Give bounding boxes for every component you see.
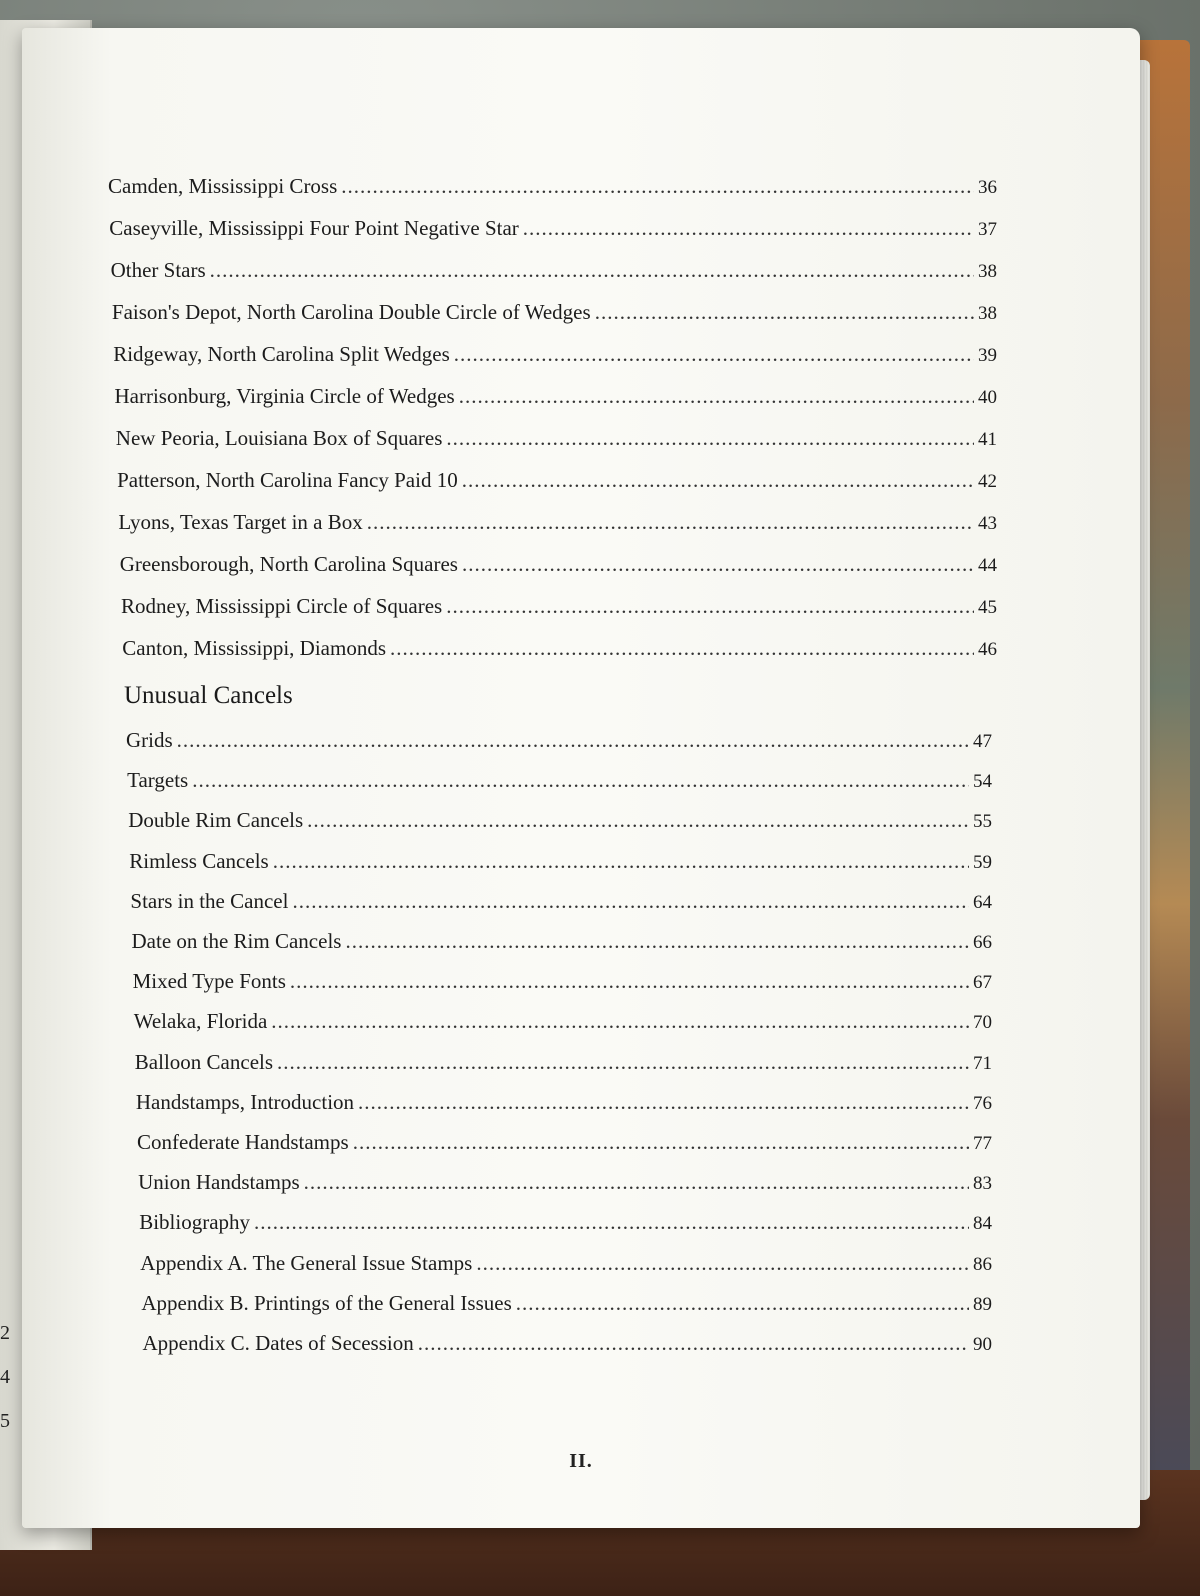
toc-entry-title: Canton, Mississippi, Diamonds <box>122 636 386 660</box>
toc-leader-dots <box>341 174 974 199</box>
toc-entry-page: 41 <box>977 429 997 450</box>
toc-entry-page: 67 <box>972 972 992 994</box>
toc-leader-dots <box>177 728 969 753</box>
toc-entry-page: 86 <box>972 1253 992 1275</box>
toc-leader-dots <box>446 426 974 451</box>
toc-entry-page: 40 <box>978 387 997 408</box>
book-page <box>22 28 1140 1528</box>
toc-entry-title: Rimless Cancels <box>129 848 269 873</box>
toc-entry-page: 42 <box>977 471 997 492</box>
toc-entry-page: 43 <box>977 513 997 534</box>
toc-entry-page: 38 <box>977 303 997 324</box>
toc-entry-title: Balloon Cancels <box>134 1049 274 1074</box>
toc-entry-page: 38 <box>977 261 997 282</box>
toc-entry <box>129 849 992 874</box>
toc-entry-page: 83 <box>972 1173 992 1195</box>
toc-entry-page: 55 <box>972 811 992 833</box>
toc-entry-title: Handstamps, Introduction <box>135 1089 355 1114</box>
toc-entry-page: 77 <box>973 1133 992 1154</box>
toc-entry-title: Appendix C. Dates of Secession <box>142 1331 414 1355</box>
toc-entry-title: Confederate Handstamps <box>137 1130 349 1154</box>
toc-entry-page: 89 <box>972 1293 992 1315</box>
toc-leader-dots <box>358 1090 969 1115</box>
toc-leader-dots <box>254 1210 969 1235</box>
toc-leader-dots <box>462 552 974 577</box>
toc-entry-page: 36 <box>978 177 997 198</box>
toc-entry <box>122 636 997 661</box>
toc-leader-dots <box>307 808 969 833</box>
toc-entry-title: Mixed Type Fonts <box>132 969 286 994</box>
toc-entry-title: Lyons, Texas Target in a Box <box>118 510 363 534</box>
toc-entry <box>134 1009 992 1034</box>
toc-entry <box>109 216 997 241</box>
toc-entry-page: 45 <box>978 597 997 618</box>
toc-entry <box>115 384 998 409</box>
section-heading: Unusual Cancels <box>124 682 293 709</box>
page-folio: II. <box>569 1450 593 1472</box>
toc-entry-title: Date on the Rim Cancels <box>131 929 342 953</box>
toc-leader-dots <box>290 969 969 994</box>
toc-entry-title: Caseyville, Mississippi Four Point Negative Star <box>109 216 519 240</box>
table-of-contents <box>22 28 1140 1528</box>
toc-leader-dots <box>516 1291 969 1316</box>
toc-leader-dots <box>595 300 974 325</box>
toc-entry <box>138 1170 992 1195</box>
left-page-number: 4 <box>0 1366 10 1388</box>
left-page-number: 2 <box>0 1322 10 1344</box>
toc-entry <box>143 1331 993 1356</box>
toc-entry-page: 46 <box>977 639 997 660</box>
toc-entry-title: Grids <box>126 728 173 752</box>
toc-entry-title: Rodney, Mississippi Circle of Squares <box>121 594 443 618</box>
toc-entry-title: Appendix A. The General Issue Stamps <box>140 1250 473 1275</box>
toc-entry <box>111 258 997 283</box>
toc-entry <box>126 728 992 753</box>
toc-entry <box>121 594 997 619</box>
toc-leader-dots <box>271 1009 969 1034</box>
toc-entry-title: Double Rim Cancels <box>128 808 304 833</box>
toc-leader-dots <box>476 1251 969 1276</box>
toc-entry-page: 66 <box>973 932 992 953</box>
toc-entry <box>140 1251 992 1276</box>
toc-entry <box>120 552 997 577</box>
toc-entry <box>137 1130 992 1155</box>
toc-entry-title: Ridgeway, North Carolina Split Wedges <box>113 342 450 366</box>
toc-entry-title: Welaka, Florida <box>133 1009 268 1034</box>
toc-entry-title: Appendix B. Printings of the General Issues <box>141 1290 512 1315</box>
toc-entry <box>133 969 992 994</box>
toc-entry <box>108 174 997 199</box>
toc-entry-page: 39 <box>977 345 997 366</box>
toc-leader-dots <box>292 889 969 914</box>
toc-entry-page: 64 <box>972 891 992 913</box>
toc-entry <box>135 1050 992 1075</box>
toc-entry <box>128 808 992 833</box>
toc-entry <box>132 929 993 954</box>
toc-leader-dots <box>273 849 969 874</box>
toc-entry-title: Other Stars <box>110 258 206 282</box>
toc-leader-dots <box>454 342 974 367</box>
toc-entry <box>112 300 997 325</box>
toc-entry-page: 54 <box>972 771 992 793</box>
toc-leader-dots <box>304 1170 969 1195</box>
toc-leader-dots <box>390 636 974 661</box>
toc-entry-title: Targets <box>127 768 189 793</box>
toc-leader-dots <box>418 1331 969 1356</box>
toc-leader-dots <box>192 768 969 793</box>
toc-entry-page: 47 <box>973 731 992 752</box>
toc-entry-title: Faison's Depot, North Carolina Double Circle of Wedges <box>111 300 591 324</box>
toc-entry-page: 84 <box>972 1213 992 1235</box>
toc-entry-title: Harrisonburg, Virginia Circle of Wedges <box>114 384 455 408</box>
toc-entry <box>136 1090 992 1115</box>
toc-leader-dots <box>353 1130 969 1155</box>
toc-entry <box>141 1291 992 1316</box>
toc-leader-dots <box>459 384 974 409</box>
toc-entry-title: Union Handstamps <box>138 1170 300 1195</box>
toc-entry-page: 59 <box>972 851 992 873</box>
left-page-number: 5 <box>0 1410 10 1432</box>
toc-entry <box>139 1210 992 1235</box>
toc-entry <box>118 510 997 535</box>
toc-leader-dots <box>345 929 969 954</box>
toc-leader-dots <box>523 216 974 241</box>
toc-entry-title: Greensborough, North Carolina Squares <box>119 552 458 576</box>
toc-entry <box>116 426 997 451</box>
toc-leader-dots <box>446 594 974 619</box>
toc-entry-page: 70 <box>972 1012 992 1034</box>
toc-entry-title: Camden, Mississippi Cross <box>108 174 338 198</box>
toc-entry-page: 44 <box>977 555 997 576</box>
toc-entry-title: Stars in the Cancel <box>130 888 289 913</box>
toc-entry <box>130 889 992 914</box>
toc-entry-title: New Peoria, Louisiana Box of Squares <box>115 426 443 450</box>
toc-leader-dots <box>277 1050 969 1075</box>
toc-entry-page: 37 <box>977 219 997 240</box>
toc-entry-page: 90 <box>973 1334 992 1355</box>
toc-entry-title: Patterson, North Carolina Fancy Paid 10 <box>117 468 458 492</box>
toc-entry-page: 76 <box>972 1092 992 1114</box>
toc-leader-dots <box>367 510 974 535</box>
toc-entry <box>117 468 997 493</box>
toc-leader-dots <box>462 468 974 493</box>
toc-leader-dots <box>210 258 974 283</box>
toc-entry <box>113 342 997 367</box>
toc-entry <box>127 768 992 793</box>
toc-entry-title: Bibliography <box>139 1210 251 1235</box>
toc-entry-page: 71 <box>972 1052 992 1074</box>
